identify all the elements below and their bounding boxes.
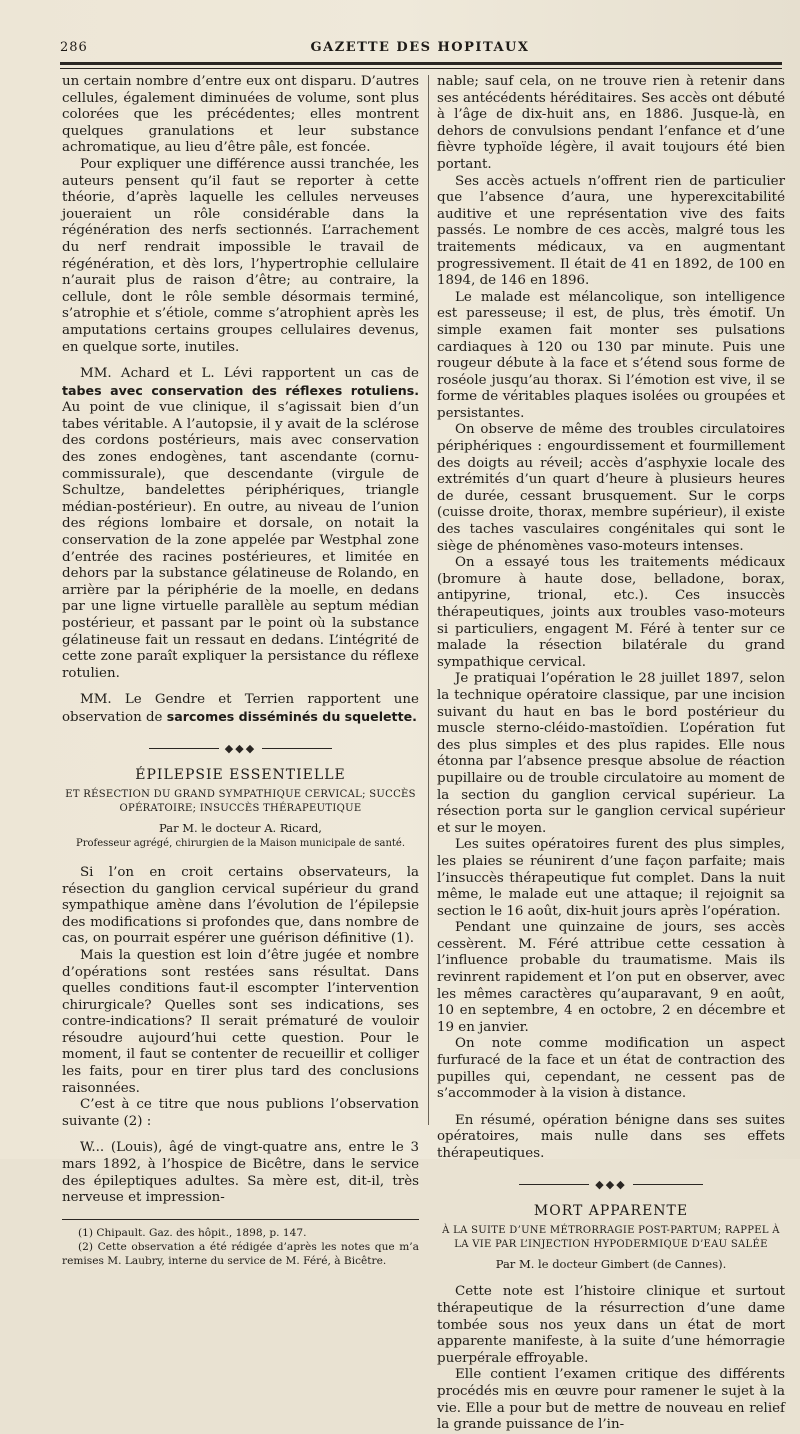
article-title: MORT APPARENTE [533,1203,689,1220]
paragraph: un certain nombre d’entre eux ont disparu. D’autres cellules, également diminuées de volume, sont plus colorées que les précédentes; elles montrent quelques granulations et leur substance achromatique, au lieu d’être pâle, est foncée. [62,74,419,156]
paragraph: nable; sauf cela, on ne trouve rien à retenir dans ses antécédents héréditaires. Ses accès ont débuté à l’âge de dix-huit ans, en 1886. Jusque-là, en dehors de convulsions pendant l’enfance et d’une fièvre typhoïde légère, il avait toujours été bien portant. [437,74,785,172]
right-column [437,74,785,1434]
paragraph: Pour expliquer une différence aussi tranchée, les auteurs pensent qu’il faut se reporter à cette théorie, d’après laquelle les cellules nerveuses joueraient un rôle considérable dans la régénération des nerfs sectionnés. L’arrachement du nerf rendrait impossible le travail de régénération, et dès lors, l’hypertrophie cellulaire n’aurait plus de raison d’être; au contraire, la cellule, dont le rôle semble désormais terminé, s’atrophie et s’étiole, comme s’atrophient après les amputations certains groupes cellulaires devenus, en quelque sorte, inutiles. [62,156,419,355]
section-ornament: ◆◆◆ [437,1177,785,1194]
paragraph: Je pratiquai l’opération le 28 juillet 1897, selon la technique opératoire classique, par une incision suivant du haut en bas le bord postérieur du muscle sterno-cléido-mastoïdien. L’opération fut des plus simples et des plus rapides. Elle nous étonna par l’absence presque absolue de réaction pupillaire ou de trouble circulatoire au moment de la section du ganglion cervical supérieur. La résection porta sur le ganglion cervical supérieur et sur le moyen. [437,671,785,836]
paragraph: Ses accès actuels n’offrent rien de particulier que l’absence d’aura, une hyperexcitabilité auditive et une représentation vive des faits passés. Le nombre de ces accès, malgré tous les traitements médicaux, va en augmentant progressivement. Il était de 41 en 1892, de 100 en 1894, de 146 en 1896. [437,173,785,289]
footnote-1: (1) Chipault. Gaz. des hôpit., 1898, p. 147. [78,1226,307,1239]
left-column [62,74,419,1268]
header-rule-thick [60,62,782,65]
journal-title: GAZETTE DES HOPITAUX [310,40,530,55]
article-subtitle: À LA SUITE D’UNE MÉTRORRAGIE POST-PARTUM; RAPPEL À LA VIE PAR L’INJECTION HYPODERMIQUE D’EAU SALÉE [442,1224,780,1250]
paragraph: On a essayé tous les traitements médicaux (bromure à haute dose, belladone, borax, antipyrine, trional, etc.). Ces insuccès thérapeutiques, joints aux troubles vaso-moteurs si particuliers, engagent M. Féré à tenter sur ce malade la résection bilatérale du grand sympathique cervical. [437,555,785,670]
paragraph: On observe de même des troubles circulatoires périphériques : engourdissement et fourmillement des doigts au réveil; accès d’asphyxie locale des extrémités d’un quart d’heure à plusieurs heures de durée, cessant brusquement. Sur le corps (cuisse droite, thorax, membre supérieur), il existe des taches vasculaires congénitales qui sont le siège de phénomènes vaso-moteurs intenses. [437,422,785,554]
page-number: 286 [60,40,88,55]
paragraph: W... (Louis), âgé de vingt-quatre ans, entre le 3 mars 1892, à l’hospice de Bicêtre, dans le service des épileptiques adultes. Sa mère est, dit-il, très nerveuse et impression- [62,1140,419,1206]
article-title: ÉPILEPSIE ESSENTIELLE [135,767,346,784]
section-ornament: ◆◆◆ [62,741,419,758]
footnote-rule [62,1219,419,1220]
paragraph: Mais la question est loin d’être jugée et nombre d’opérations sont restées sans résultat. Dans quelles conditions faut-il escompter l’intervention chirurgicale? Quelles sont ses indications, ses contre-indications? Il serait prématuré de vouloir résoudre aujourd’hui cette question. Pour le moment, il faut se contenter de recueillir et colliger les faits, pour en tirer plus tard des conclusions raisonnées. [62,947,419,1096]
article-byline: Par M. le docteur Gimbert (de Cannes). [495,1256,727,1271]
paragraph-legendre-terrien: MM. Le Gendre et Terrien rapportent une observation de sarcomes disséminés du squelette. [62,692,419,725]
header-rule-thin [60,68,782,69]
paragraph-achard-levi: MM. Achard et L. Lévi rapportent un cas de tabes avec conservation des réflexes rotuliens. Au point de vue clinique, il s’agissait bien d’un tabes véritable. A l’autopsie, il y avait de la sclérose des cordons postérieurs, mais avec conservation des zones endogènes, tant ascendante (cornu-commissurale), que descendante (virgule de Schultze, bandelettes périphériques, triangle médian-postérieur). En outre, au niveau de l’union des régions lombaire et dorsale, on notait la conservation de la zone appelée par Westphal zone d’entrée des racines postérieures, et limitée en dehors par la substance gélatineuse de Rolando, en arrière par la périphérie de la moelle, en dedans par une ligne virtuelle parallèle au septum médian postérieur, et passant par le point où la substance gélatineuse fait un ressaut en dedans. L’intégrité de cette zone paraît expliquer la persistance du réflexe rotulien. [62,366,419,681]
paragraph: Si l’on en croit certains observateurs, la résection du ganglion cervical supérieur du grand sympathique amène dans l’évolution de l’épilepsie des modifications si profondes que, dans nombre de cas, on pourrait espérer une guérison définitive (1). [62,864,419,947]
footnote-2: (2) Cette observation a été rédigée d’après les notes que m’a remises M. Laubry, interne du service de M. Féré, à Bicêtre. [62,1240,419,1267]
paragraph: Le malade est mélancolique, son intelligence est paresseuse; il est, de plus, très émotif. Un simple examen fait monter ses pulsations cardiaques à 120 ou 130 par minute. Puis une rougeur débute à la face et s’étend sous forme de roséole jusqu’au thorax. Si l’émotion est vive, il se forme de véritables plaques isolées ou groupées et persistantes. [437,289,785,421]
paragraph: Pendant une quinzaine de jours, ses accès cessèrent. M. Féré attribue cette cessation à l’influence probable du traumatisme. Mais ils revinrent rapidement et l’on put en observer, avec les mêmes caractères qu’auparavant, 9 en août, 10 en septembre, 4 en octobre, 2 en décembre et 19 en janvier. [437,920,785,1035]
bold-topic: sarcomes disséminés du squelette. [166,708,417,724]
paragraph: En résumé, opération bénigne dans ses suites opératoires, mais nulle dans ses effets thérapeutiques. [437,1112,785,1161]
paragraph: C’est à ce titre que nous publions l’observation suivante (2) : [62,1097,419,1129]
article-subtitle: ET RÉSECTION DU GRAND SYMPATHIQUE CERVICAL; SUCCÈS OPÉRATOIRE; INSUCCÈS THÉRAPEUTIQUE [65,788,416,814]
paragraph: Cette note est l’histoire clinique et surtout thérapeutique de la résurrection d’une dame tombée sous nos yeux dans un état de mort apparente manifeste, à la suite d’une hémorragie puerpérale effroyable. [437,1284,785,1366]
running-header [60,40,780,60]
paragraph: Elle contient l’examen critique des différents procédés mis en œuvre pour ramener le sujet à la vie. Elle a pour but de mettre de nouveau en relief la grande puissance de l’in- [437,1367,785,1433]
bold-topic: tabes avec conservation des réflexes rotuliens. [62,382,419,398]
article-affiliation: Professeur agrégé, chirurgien de la Maison municipale de santé. [75,838,406,850]
column-separator [428,75,429,1125]
article-byline: Par M. le docteur A. Ricard, [159,820,322,835]
paragraph: Les suites opératoires furent des plus simples, les plaies se réunirent d’une façon parfaite; mais l’insuccès thérapeutique fut complet. Dans la nuit même, le malade eut une attaque; il rejoignit sa section le 16 août, dix-huit jours après l’opération. [437,837,785,919]
paragraph: On note comme modification un aspect furfuracé de la face et un état de contraction des pupilles qui, cependant, ne cessent pas de s’accommoder à la vision à distance. [437,1036,785,1102]
